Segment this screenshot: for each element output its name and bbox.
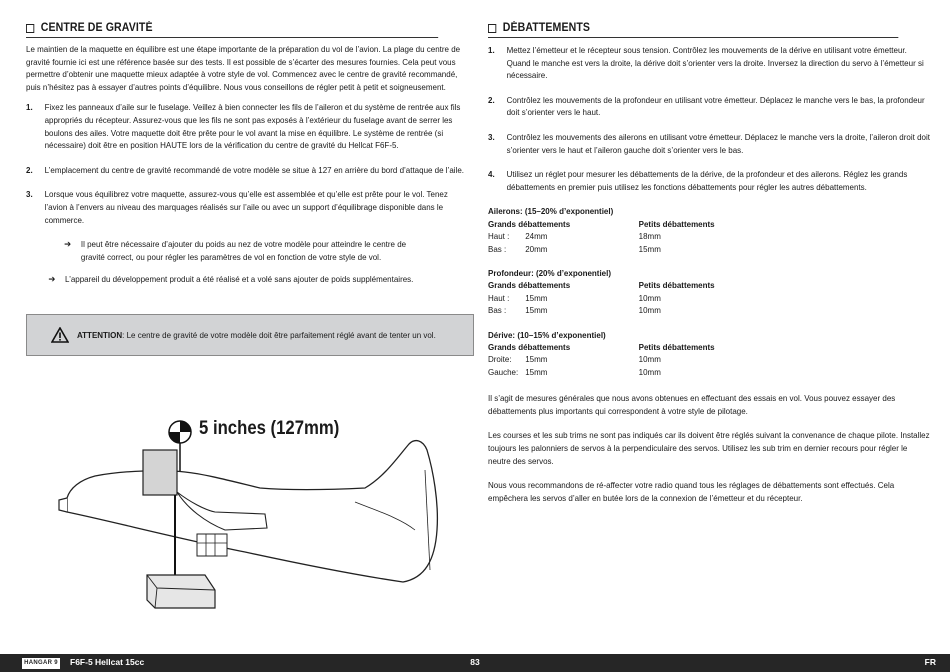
cg-heading: CENTRE DE GRAVITÉ [26, 22, 438, 38]
table-row: Haut : 24mm 18mm [488, 231, 661, 242]
list-item: 1. Mettez l’émetteur et le récepteur sous tension. Contrôlez les mouvements de la dérive en utilisant votre émetteur. Quand le manche est vers la droite, la dérive doit s’orienter vers la droite. Inversez la direction du servo à l’émetteur si nécessaire. [488, 45, 924, 81]
table-row: Bas : 15mm 10mm [488, 305, 661, 316]
arrow-right-icon: ➔ [64, 239, 72, 250]
table-row: Bas : 20mm 15mm [488, 243, 661, 254]
debattements-para2: Les courses et les sub trims ne sont pas indiqués car ils doivent être réglés suivant la convenance de chaque pilote. Installez toujours les palonniers de servos à la perpendiculaire des servos. Utilisez les sub trim en dernier recours pour régler le neutre des servos. [488, 430, 930, 466]
trim-ailerons: Ailerons: (15–20% d’exponentiel) Grands débattements Petits débattements Haut : 24mm 18mm Bas : 20mm 15mm [488, 205, 932, 255]
warning-icon [51, 327, 69, 343]
table-row: Gauche: 15mm 10mm [488, 366, 661, 377]
debattements-section [488, 22, 934, 504]
debattements-para1: Il s’agit de mesures générales que nous avons obtenues en effectuant des essais en vol. Vous pouvez essayer des débattements plus importants qui correspondent à votre style de pilotage. [488, 393, 896, 416]
attention-label: ATTENTION [77, 330, 123, 340]
checkbox-icon [488, 24, 496, 33]
list-item: 3. Lorsque vous équilibrez votre maquette, assurez-vous qu’elle est assemblée et qu’elle est prête pour le vol. Tenez l’avion à l’envers au niveau des marquages réalisés sur l’aile ou avec un support d’équilibrage disponible dans le commerce. [26, 189, 448, 225]
checkbox-icon [26, 24, 34, 33]
cg-measurement-label: 5 inches (127mm) [199, 418, 340, 439]
list-item: 1. Fixez les panneaux d’aile sur le fuselage. Veillez à bien connecter les fils de l’aileron et du système de rentrée aux fils appropriés du récepteur. Assurez-vous que les fils ne sont pas exposés à l’extérieur du fuselage avant de serrer les boulons des ailes. Votre maquette doit être prête pour le vol avant la mise en équilibre. Le système de rentrée (si nécessaire) doit être en position HAUTE lors de la vérification du centre de gravité du Hellcat F6F-5. [26, 102, 461, 151]
table-row: Haut : 15mm 10mm [488, 292, 661, 303]
trim-derive: Dérive: (10–15% d’exponentiel) Grands débattements Petits débattements Droite: 15mm 10mm Gauche: 15mm 10mm [488, 329, 932, 379]
trim-tables [488, 205, 932, 378]
list-item: 4. Utilisez un réglet pour mesurer les débattements de la dérive, de la profondeur et des ailerons. Réglez les grands débattements en premier puis utilisez les fonctions débattements pour régler les autres débattements. [488, 169, 908, 192]
debattements-steps [488, 44, 932, 193]
page-footer [0, 654, 950, 672]
debattements-para3: Nous vous recommandons de ré-affecter votre radio quand tous les réglages de débattements sont effectués. Cela empêchera les servos d’aller en butée lors de la connexion de l’émetteur et du récepteur. [488, 480, 895, 503]
debattements-heading: DÉBATTEMENTS [488, 22, 898, 38]
list-item: 3. Contrôlez les mouvements des ailerons en utilisant votre émetteur. Déplacez le manche vers la droite, l’aileron droit doit s’orienter vers le haut et l’aileron gauche doit s’orienter vers le bas. [488, 131, 930, 155]
language-code: FR [924, 657, 936, 667]
attention-box [26, 314, 474, 356]
cg-steps [26, 101, 472, 226]
table-row: Droite: 15mm 10mm [488, 354, 661, 365]
cg-figure [55, 410, 475, 620]
trim-profondeur: Profondeur: (20% d’exponentiel) Grands débattements Petits débattements Haut : 15mm 10mm Bas : 15mm 10mm [488, 267, 932, 317]
list-item: 2. Contrôlez les mouvements de la profondeur en utilisant votre émetteur. Déplacez le manche vers le bas, la profondeur doit s’orienter vers le haut. [488, 94, 925, 118]
list-item: 2. L’emplacement du centre de gravité recommandé de votre modèle se situe à 127 en arrière du bord d’attaque de l’aile. [26, 164, 465, 175]
cg-section [26, 22, 474, 296]
note-weight: ➔ Il peut être nécessaire d’ajouter du poids au nez de votre modèle pour atteindre le centre de gravité correct, ou pour régler les paramètres de vol en fonction de votre style de vol. [64, 239, 407, 262]
hangar9-logo: HANGAR 9 [22, 658, 60, 669]
note-dev: ➔ L’appareil du développement produit a été réalisé et a volé sans ajouter de poids supplémentaires. [48, 274, 414, 285]
page-number: 83 [470, 657, 480, 667]
attention-text: : Le centre de gravité de votre modèle doit être parfaitement réglé avant de tenter un vol. [122, 330, 436, 340]
arrow-right-icon: ➔ [48, 274, 56, 285]
cg-intro: Le maintien de la maquette en équilibre est une étape importante de la préparation du vol de l’avion. La plage du centre de gravité fournie ici est une référence basée sur des tests. Il est possible de s’écarter des mesures fournies. Cela peut vous permettre d’obtenir une maquette mieux adaptée à votre style de vol. Commencez avec le centre de gravité recommandé, puis n’hésitez pas à essayer d’autres points d’équilibre. Nous vous conseillons de régler petit à petit et soigneusement. [26, 44, 461, 92]
product-name: F6F-5 Hellcat 15cc [70, 657, 145, 667]
